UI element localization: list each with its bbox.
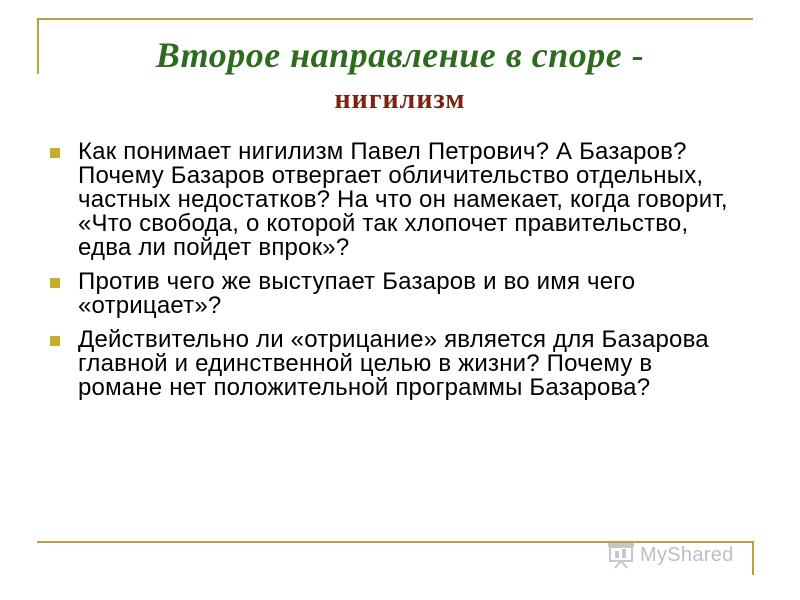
presentation-board-icon bbox=[606, 540, 636, 570]
square-bullet-icon bbox=[50, 148, 60, 158]
watermark-text: MyShared bbox=[640, 543, 734, 566]
top-divider bbox=[37, 18, 753, 20]
bullet-item bbox=[48, 140, 738, 260]
title-line-1: Второе направление в споре - bbox=[155, 35, 645, 75]
right-divider bbox=[752, 541, 754, 575]
square-bullet-icon bbox=[50, 336, 60, 346]
slide-title bbox=[80, 30, 720, 120]
bullet-list bbox=[48, 140, 738, 410]
bullet-text: Действительно ли «отрицание» является для Базарова главной и единственной целью в жизни? Почему в романе нет положительной программы Базарова? bbox=[78, 326, 709, 401]
bullet-text: Против чего же выступает Базаров и во имя чего «отрицает»? bbox=[78, 268, 636, 319]
square-bullet-icon bbox=[50, 278, 60, 288]
bullet-item bbox=[48, 328, 738, 400]
bullet-text: Как понимает нигилизм Павел Петрович? А Базаров? Почему Базаров отвергает обличительство отдельных, частных недостатков? На что он намекает, когда говорит, «Что свобода, о которой так хлопочет правительство, едва ли пойдет впрок»? bbox=[78, 138, 728, 261]
left-divider bbox=[37, 18, 39, 74]
title-line-2: нигилизм bbox=[334, 84, 466, 115]
bullet-item bbox=[48, 270, 738, 318]
watermark-logo bbox=[606, 538, 734, 572]
